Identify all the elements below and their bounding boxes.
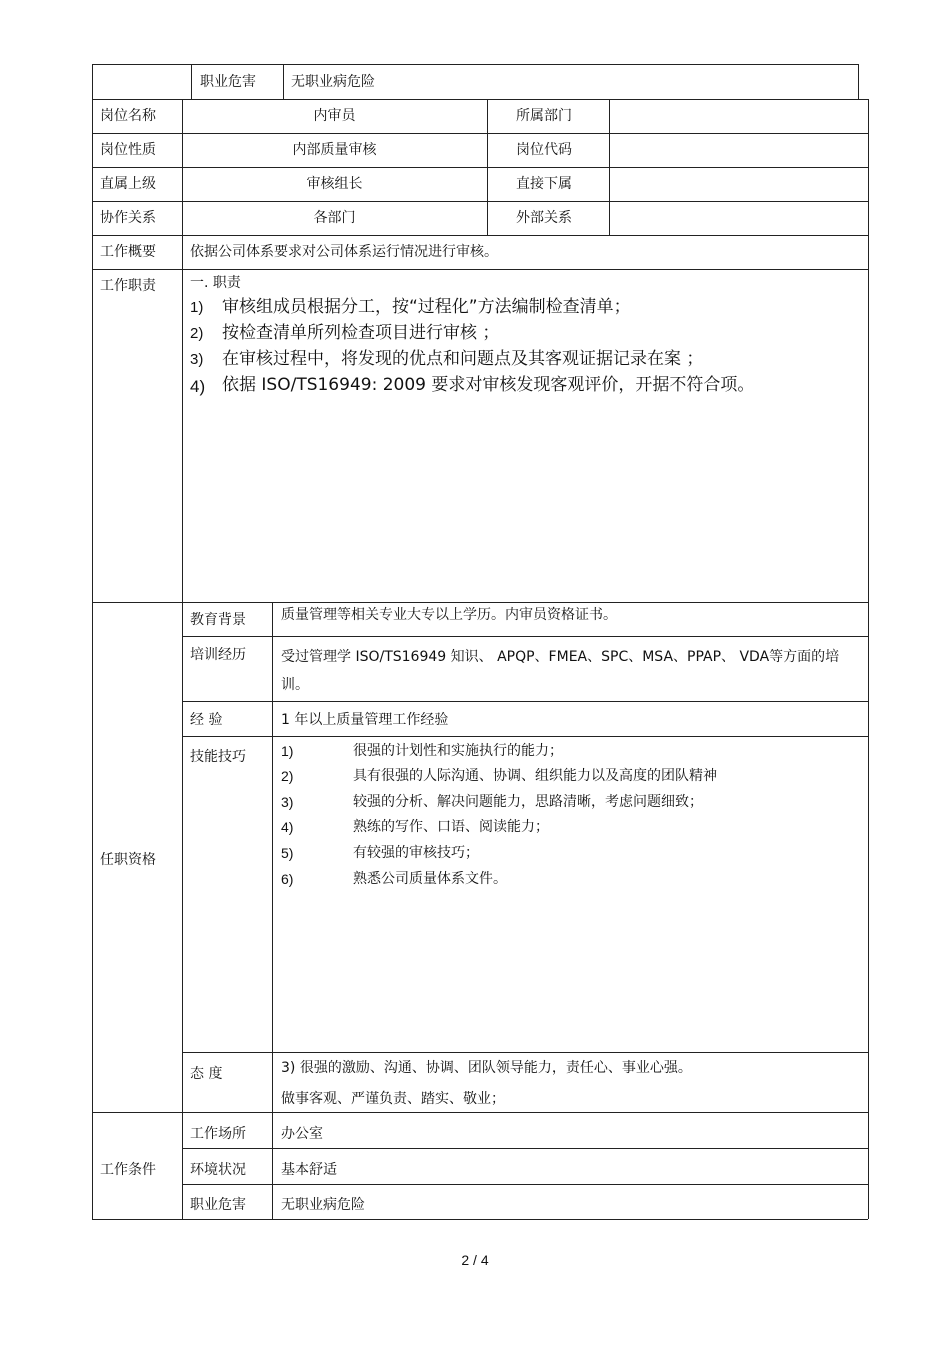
top-hazard-label: 职业危害 — [200, 74, 256, 90]
skill-item-6: 熟悉公司质量体系文件。 — [353, 871, 507, 887]
post-nature-value: 内部质量审核 — [292, 142, 377, 158]
superior-label: 直属上级 — [100, 176, 156, 192]
duties-label: 工作职责 — [100, 278, 156, 294]
skills-label: 技能技巧 — [190, 749, 246, 765]
place-label: 工作场所 — [190, 1126, 246, 1142]
duty-item-2: 按检查清单所列检查项目进行审核 ； — [222, 323, 500, 343]
training-value-line2: 训。 — [281, 677, 309, 693]
skill-num-2: 2) — [281, 768, 294, 784]
conditions-label: 工作条件 — [100, 1162, 156, 1178]
duty-num-2: 2) — [190, 325, 204, 342]
skill-item-5: 有较强的审核技巧； — [353, 845, 479, 861]
skill-num-5: 5) — [281, 845, 294, 861]
qualification-label: 任职资格 — [100, 852, 156, 868]
superior-value: 审核组长 — [306, 176, 363, 192]
hazard-label: 职业危害 — [190, 1197, 246, 1213]
place-value: 办公室 — [281, 1126, 323, 1142]
post-name-label: 岗位名称 — [100, 108, 156, 124]
skill-item-4: 熟练的写作、口语、阅读能力； — [353, 819, 549, 835]
duties-heading: 一. 职责 — [190, 275, 241, 291]
duty-item-1: 审核组成员根据分工，按“过程化”方法编制检查清单； — [222, 297, 631, 317]
hazard-value: 无职业病危险 — [281, 1197, 365, 1213]
duty-num-3: 3) — [190, 351, 204, 368]
training-label: 培训经历 — [190, 647, 246, 663]
coop-value: 各部门 — [313, 210, 356, 226]
external-label: 外部关系 — [516, 210, 572, 226]
dept-label: 所属部门 — [516, 108, 572, 124]
education-value: 质量管理等相关专业大专以上学历。内审员资格证书。 — [281, 607, 617, 623]
attitude-line1: 3) 很强的激励、沟通、协调、团队领导能力，责任心、事业心强。 — [281, 1060, 692, 1076]
post-code-label: 岗位代码 — [516, 142, 572, 158]
duty-item-4: 依据 ISO/TS16949: 2009 要求对审核发现客观评价，开据不符合项。 — [222, 375, 755, 395]
skill-num-6: 6) — [281, 871, 294, 887]
post-nature-label: 岗位性质 — [100, 142, 156, 158]
env-value: 基本舒适 — [281, 1162, 337, 1178]
experience-value: 1 年以上质量管理工作经验 — [281, 712, 449, 728]
skill-num-1: 1) — [281, 743, 294, 759]
experience-label: 经 验 — [190, 712, 223, 728]
skill-num-4: 4) — [281, 819, 294, 835]
duty-item-3: 在审核过程中，将发现的优点和问题点及其客观证据记录在案 ； — [222, 349, 704, 369]
post-name-value: 内审员 — [313, 108, 356, 124]
coop-label: 协作关系 — [100, 210, 156, 226]
skill-item-3: 较强的分析、解决问题能力，思路清晰，考虑问题细致； — [353, 794, 703, 810]
skill-item-1: 很强的计划性和实施执行的能力； — [353, 743, 563, 759]
overview-label: 工作概要 — [100, 244, 156, 260]
duty-num-4: 4) — [190, 377, 206, 396]
env-label: 环境状况 — [190, 1162, 246, 1178]
duty-num-1: 1) — [190, 299, 204, 316]
education-label: 教育背景 — [190, 612, 246, 628]
overview-text: 依据公司体系要求对公司体系运行情况进行审核。 — [190, 244, 498, 260]
attitude-line2: 做事客观、严谨负责、踏实、敬业； — [281, 1091, 505, 1107]
attitude-label: 态 度 — [190, 1066, 223, 1082]
subordinate-label: 直接下属 — [516, 176, 572, 192]
skill-item-2: 具有很强的人际沟通、协调、组织能力以及高度的团队精神 — [353, 768, 717, 784]
skill-num-3: 3) — [281, 794, 294, 810]
page-number: 2 / 4 — [461, 1252, 489, 1268]
training-value-line1: 受过管理学 ISO/TS16949 知识、 APQP、FMEA、SPC、MSA、PPAP、 VDA等方面的培 — [281, 649, 840, 665]
top-hazard-value: 无职业病危险 — [291, 74, 375, 90]
